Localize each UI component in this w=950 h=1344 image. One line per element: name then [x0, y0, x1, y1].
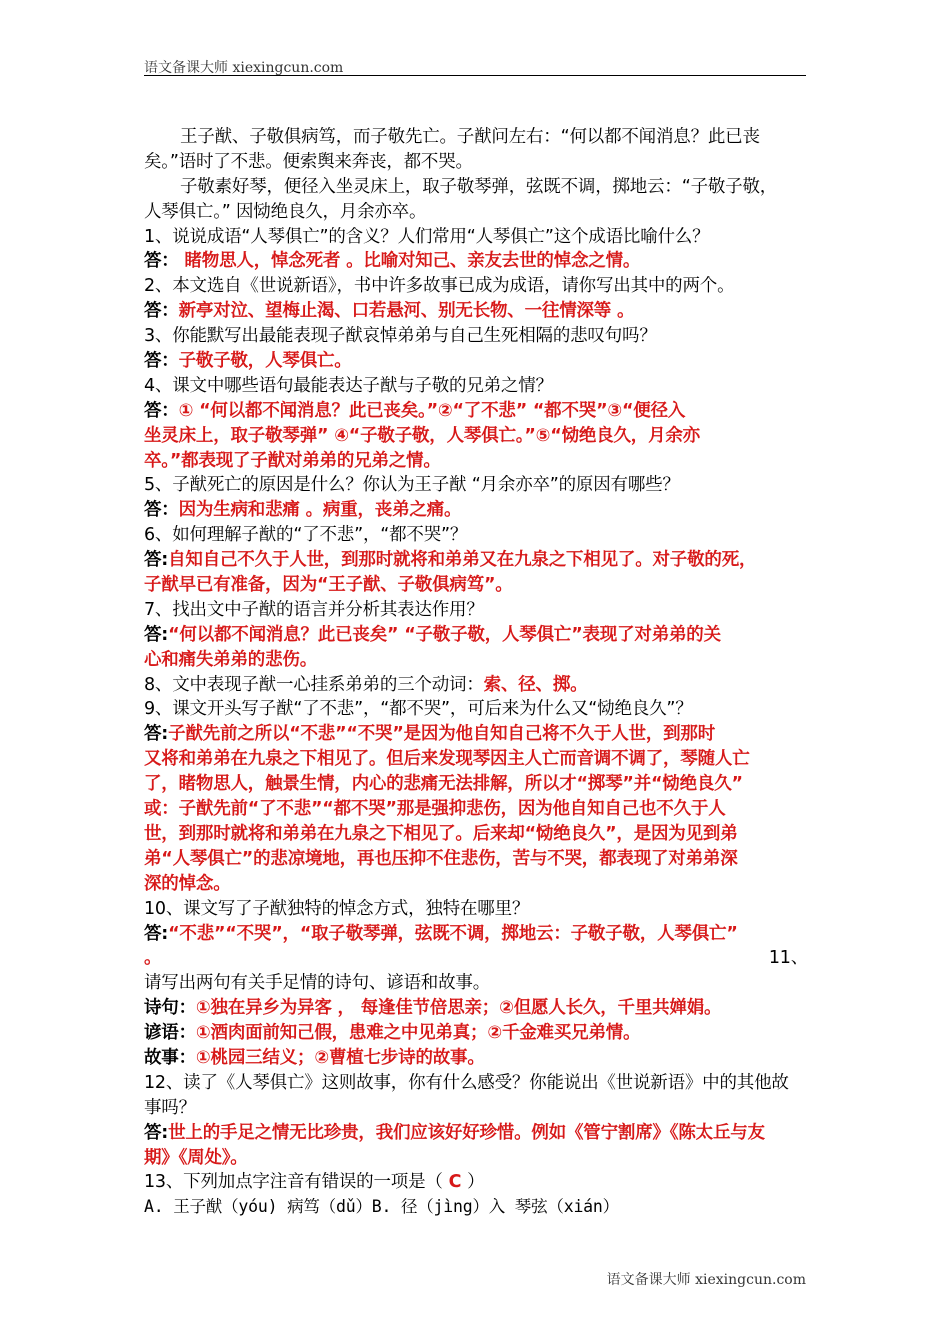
question-text: 13、下列加点字注音有错误的一项是（	[144, 1172, 443, 1193]
answer-text: 新亭对泣、望梅止渴、口若悬河、别无长物、一往情深等 。	[178, 301, 635, 322]
question-11: 请写出两句有关手足情的诗句、谚语和故事。	[144, 973, 490, 994]
answer-9-line: 或：子猷先前“了不悲”“都不哭”那是强抑悲伤，因为他自知自己也不久于人	[144, 799, 726, 820]
answer-label: 答：	[144, 251, 179, 272]
answer-text: ①酒肉面前知己假，患难之中见弟真；②千金难买兄弟情。	[195, 1023, 641, 1044]
answer-9-line: 了，睹物思人，触景生情，内心的悲痛无法排解，所以才“掷琴”并“恸绝良久”	[144, 774, 743, 795]
question-12: 12、读了《人琴俱亡》这则故事，你有什么感受？你能说出《世说新语》中的其他故	[144, 1072, 789, 1093]
question-3: 3、你能默写出最能表现子猷哀悼弟弟与自己生死相隔的悲叹句吗？	[144, 326, 657, 347]
answer-6	[144, 548, 808, 573]
answer-text: 世上的手足之情无比珍贵，我们应该好好珍惜。例如《管宁割席》《陈太丘与友	[168, 1122, 765, 1143]
question-13-options: A. 王子猷（yóu) 病笃（dǔ）B. 径（jìng）入 琴弦（xián）	[144, 1197, 619, 1217]
answer-label: 答：	[144, 400, 179, 421]
answer-label: 答:	[144, 550, 169, 571]
answer-9-line: 弟“人琴俱亡”的悲凉境地，再也压抑不住悲伤，苦与不哭，都表现了对弟弟深	[144, 848, 738, 869]
answer-7-line: 心和痛失弟弟的悲伤。	[144, 649, 317, 670]
answer-4-line: 卒。”都表现了子猷对弟弟的兄弟之情。	[144, 450, 441, 471]
question-9: 9、课文开头写子猷“了不悲”，“都不哭”，可后来为什么又“恸绝良久”？	[144, 699, 693, 720]
answer-12	[144, 1121, 808, 1146]
answer-9-line: 又将和弟弟在九泉之下相见了。但后来发现琴因主人亡而音调不调了，琴随人亡	[144, 749, 750, 770]
question-1: 1、说说成语“人琴俱亡”的含义？人们常用“人琴俱亡”这个成语比喻什么？	[144, 226, 710, 247]
answer-text: 因为生病和悲痛 。病重，丧弟之痛。	[178, 500, 462, 521]
answer-12-line: 期》《周处》。	[144, 1147, 248, 1168]
answer-1	[144, 249, 808, 274]
answer-11-poem	[144, 996, 808, 1021]
question-text: ）	[467, 1172, 485, 1193]
answer-text: ①独在异乡为异客 ， 每逢佳节倍思亲；②但愿人长久，千里共婵娟。	[195, 998, 722, 1019]
answer-text: 睹物思人，悼念死者 。比喻对知己、亲友去世的悼念之情。	[178, 251, 641, 272]
answer-6-line: 子猷早已有准备，因为“王子猷、子敬俱病笃”。	[144, 575, 513, 596]
answer-label: 谚语：	[144, 1023, 196, 1044]
answer-label: 故事：	[144, 1047, 196, 1068]
answer-9-line: 世，到那时就将和弟弟在九泉之下相见了。后来却“恸绝良久”，是因为见到弟	[144, 823, 738, 844]
answer-label: 答:	[144, 724, 169, 745]
question-12-line: 事吗？	[144, 1097, 196, 1118]
answer-9	[144, 722, 808, 747]
answer-label: 答:	[144, 923, 169, 944]
question-4: 4、课文中哪些语句最能表达子猷与子敬的兄弟之情？	[144, 375, 553, 396]
question-10: 10、课文写了子猷独特的悼念方式，独特在哪里？	[144, 898, 530, 919]
passage-line: 人琴俱亡。” 因恸绝良久，月余亦卒。	[144, 201, 427, 222]
document-body	[144, 125, 808, 1220]
question-13	[144, 1170, 808, 1195]
answer-text: 索、径、掷。	[483, 674, 588, 695]
answer-text: 自知自己不久于人世，到那时就将和弟弟又在九泉之下相见了。对子敬的死，	[168, 550, 757, 571]
answer-text: “何以都不闻消息？此已丧矣” “子敬子敬，人琴俱亡”表现了对弟弟的关	[168, 624, 721, 645]
answer-label: 答:	[144, 624, 169, 645]
answer-text: 。	[144, 948, 162, 969]
answer-5	[144, 498, 808, 523]
footer-site: 语文备课大师 xiexingcun.com	[606, 1272, 806, 1288]
question-6: 6、如何理解子猷的“了不悲”，“都不哭”？	[144, 525, 468, 546]
question-11-number: 11、	[768, 948, 808, 969]
passage-line: 子敬素好琴，便径入坐灵床上，取子敬琴弹，弦既不调，掷地云：“子敬子敬，	[180, 176, 778, 197]
answer-text: “不悲”“不哭”，“取子敬琴弹，弦既不调，掷地云：子敬子敬，人琴俱亡”	[168, 923, 738, 944]
answer-label: 答：	[144, 500, 179, 521]
answer-11-story	[144, 1046, 808, 1071]
answer-text: ①桃园三结义；②曹植七步诗的故事。	[195, 1047, 485, 1068]
answer-label: 答:	[144, 1122, 169, 1143]
question-7: 7、找出文中子猷的语言并分析其表达作用？	[144, 599, 484, 620]
answer-3	[144, 349, 808, 374]
header-rule	[144, 75, 806, 76]
answer-10	[144, 922, 808, 947]
question-8	[144, 673, 808, 698]
answer-text: C	[442, 1172, 468, 1193]
answer-2	[144, 299, 808, 324]
passage-line: 王子猷、子敬俱病笃，而子敬先亡。子猷问左右：“何以都不闻消息？此已丧	[180, 127, 760, 147]
question-text: 8、文中表现子猷一心挂系弟弟的三个动词：	[144, 674, 484, 695]
answer-label: 诗句：	[144, 998, 196, 1019]
header-site: 语文备课大师 xiexingcun.com	[144, 60, 344, 76]
passage-line: 矣。”语时了不悲。便索舆来奔丧，都不哭。	[144, 151, 473, 172]
answer-4-line: 坐灵床上，取子敬琴弹” ④“子敬子敬，人琴俱亡。”⑤“恸绝良久，月余亦	[144, 425, 700, 446]
answer-label: 答：	[144, 351, 179, 372]
answer-10-line	[144, 946, 808, 971]
answer-text: ① “何以都不闻消息？此已丧矣。”②“了不悲” “都不哭”③“便径入	[178, 400, 686, 421]
answer-9-line: 深的悼念。	[144, 873, 231, 894]
answer-text: 子敬子敬，人琴俱亡。	[178, 351, 352, 372]
question-5: 5、子猷死亡的原因是什么？你认为王子猷 “月余亦卒”的原因有哪些？	[144, 475, 680, 496]
answer-7	[144, 623, 808, 648]
question-2: 2、本文选自《世说新语》，书中许多故事已成为成语，请你写出其中的两个。	[144, 276, 735, 297]
answer-label: 答：	[144, 301, 179, 322]
answer-4	[144, 399, 808, 424]
answer-11-saying	[144, 1021, 808, 1046]
answer-text: 子猷先前之所以“不悲”“不哭”是因为他自知自己将不久于人世，到那时	[168, 724, 716, 745]
